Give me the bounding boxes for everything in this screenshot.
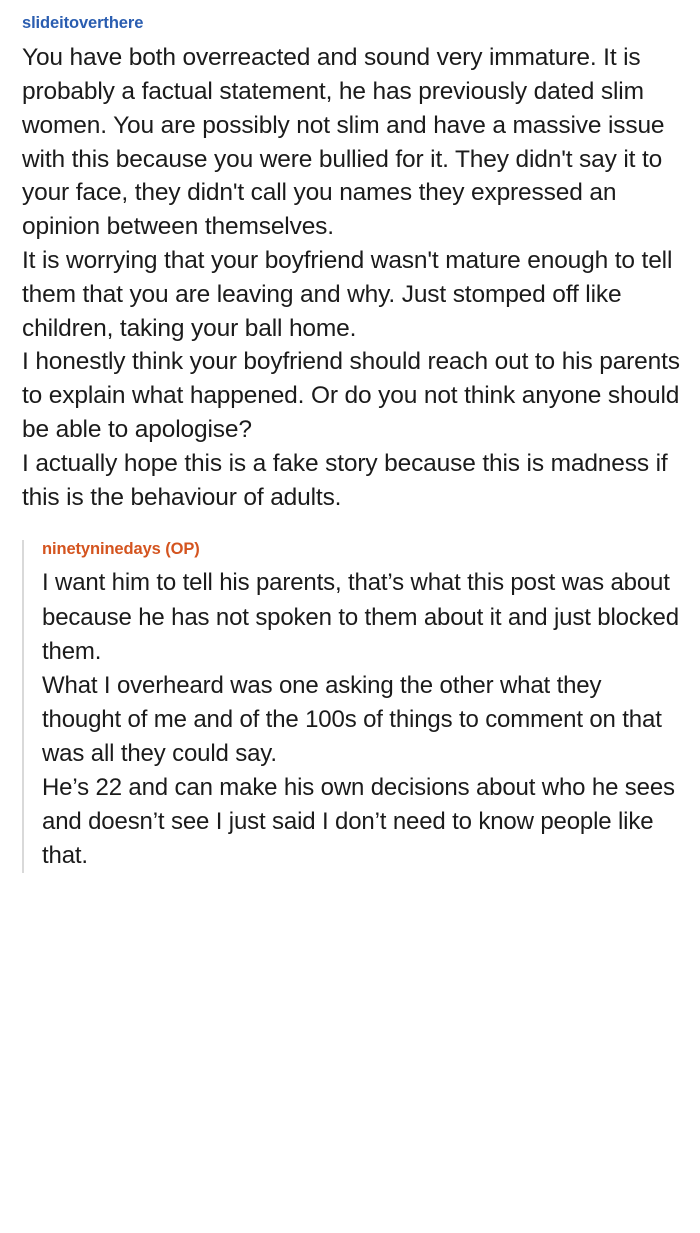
reply-paragraph: What I overheard was one asking the other what they thought of me and of the 100s of things to comment on that was all they could say. bbox=[42, 671, 662, 767]
comment-paragraph: You have both overreacted and sound very immature. It is probably a factual statement, he has previously dated slim women. You are possibly not slim and have a massive issue with this because you were bullied for it. They didn't say it to your face, they didn't call you names they expressed an opinion between themselves. bbox=[22, 44, 665, 241]
reply-author-username[interactable]: ninetyninedays (OP) bbox=[42, 540, 200, 559]
comment-author-username[interactable]: slideitoverthere bbox=[22, 14, 144, 32]
top-comment bbox=[22, 14, 682, 514]
reply-paragraph: I want him to tell his parents, that’s what this post was about because he has not spoken to them about it and just blocked them. bbox=[42, 569, 679, 665]
comment-body bbox=[22, 41, 682, 514]
reply-comment bbox=[22, 540, 682, 873]
reply-paragraph: He’s 22 and can make his own decisions about who he sees and doesn’t see I just said I don’t need to know people like that. bbox=[42, 773, 675, 870]
comment-paragraph: I actually hope this is a fake story because this is madness if this is the behaviour of adults. bbox=[22, 449, 668, 511]
comment-paragraph: I honestly think your boyfriend should reach out to his parents to explain what happened. Or do you not think anyone should be able to apologise? bbox=[22, 348, 680, 443]
comment-paragraph: It is worrying that your boyfriend wasn't mature enough to tell them that you are leaving and why. Just stomped off like children, taking your ball home. bbox=[22, 246, 673, 342]
reply-body bbox=[42, 566, 682, 873]
